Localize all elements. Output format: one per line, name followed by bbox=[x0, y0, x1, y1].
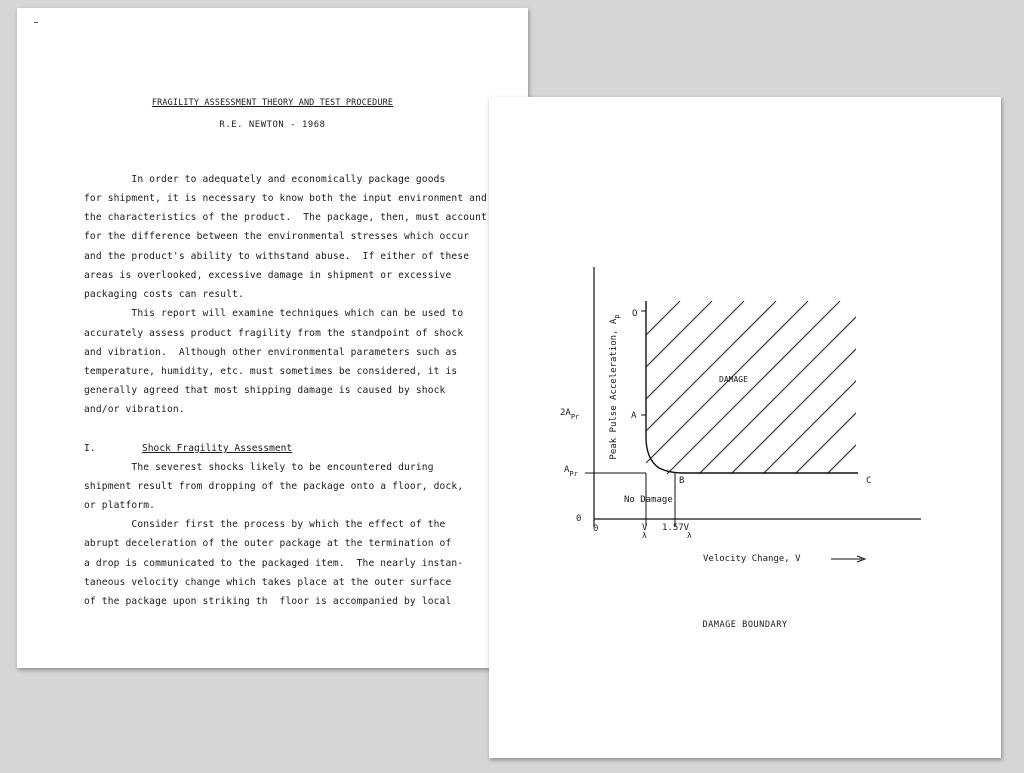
y-axis-title bbox=[609, 314, 621, 459]
text-line: and/or vibration. bbox=[84, 404, 185, 415]
point-o-label: O bbox=[632, 309, 638, 319]
point-a-label: A bbox=[631, 411, 637, 421]
x-axis-title: Velocity Change, V bbox=[703, 554, 801, 564]
damage-region-label: DAMAGE bbox=[719, 375, 748, 384]
y-origin-label: 0 bbox=[576, 514, 582, 524]
y-label-apr-text: A bbox=[564, 465, 570, 475]
text-line: shipment result from dropping of the package onto a floor, dock, bbox=[84, 481, 464, 492]
text-line: and the product's ability to withstand abuse. If either of these bbox=[84, 251, 470, 262]
diagram-page bbox=[489, 97, 1001, 758]
text-line: Consider first the process by which the effect of the bbox=[84, 519, 446, 530]
text-line: taneous velocity change which takes place at the outer surface bbox=[84, 577, 452, 588]
y-label-2apr-text: 2A bbox=[560, 408, 571, 418]
section-number: I. bbox=[84, 443, 96, 454]
text-line: accurately assess product fragility from the standpoint of shock bbox=[84, 328, 464, 339]
y-axis-label-subscript: p bbox=[613, 314, 621, 319]
report-page bbox=[17, 8, 528, 668]
x-origin-label: 0 bbox=[593, 524, 599, 534]
diagram-caption: DAMAGE BOUNDARY bbox=[702, 620, 788, 630]
x-tick-157v-lambda bbox=[662, 523, 692, 540]
text-line: This report will examine techniques which can be used to bbox=[84, 308, 464, 319]
stray-mark bbox=[34, 22, 38, 23]
text-line: generally agreed that most shipping damage is caused by shock bbox=[84, 385, 446, 396]
text-line: In order to adequately and economically package goods bbox=[84, 174, 446, 185]
text-line: packaging costs can result. bbox=[84, 289, 244, 300]
x-tick-v-text: V bbox=[642, 523, 648, 533]
y-label-2apr bbox=[560, 408, 579, 421]
y-label-2apr-subscript: Pr bbox=[570, 413, 580, 421]
report-title-text: FRAGILITY ASSESSMENT THEORY AND TEST PROCEDURE bbox=[151, 97, 394, 107]
y-axis-label: Peak Pulse Acceleration, A bbox=[609, 318, 619, 460]
text-line: the characteristics of the product. The package, then, must account bbox=[84, 212, 487, 223]
text-line: The severest shocks likely to be encountered during bbox=[84, 462, 434, 473]
damage-boundary-diagram bbox=[489, 97, 1001, 758]
text-line: or platform. bbox=[84, 500, 156, 511]
point-b-label: B bbox=[679, 476, 685, 486]
text-line: of the package upon striking th floor is accompanied by local bbox=[84, 596, 452, 607]
damage-hatching bbox=[646, 301, 1000, 474]
section-title: Shock Fragility Assessment bbox=[142, 443, 293, 454]
x-tick-v-subscript: λ bbox=[642, 531, 647, 540]
point-c-label: C bbox=[866, 476, 872, 486]
text-line: for shipment, it is necessary to know both the input environment and bbox=[84, 193, 487, 204]
y-label-apr bbox=[564, 465, 578, 478]
x-tick-157-text: 1.57V bbox=[662, 523, 690, 533]
report-title bbox=[17, 97, 528, 107]
damage-boundary-curve bbox=[646, 301, 858, 473]
no-damage-region-label: No Damage bbox=[624, 495, 673, 505]
text-line: abrupt deceleration of the outer package at the termination of bbox=[84, 538, 452, 549]
text-line: temperature, humidity, etc. must sometimes be considered, it is bbox=[84, 366, 458, 377]
x-tick-157-subscript: λ bbox=[687, 531, 692, 540]
text-line: areas is overlooked, excessive damage in shipment or excessive bbox=[84, 270, 452, 281]
text-line: and vibration. Although other environmental parameters such as bbox=[84, 347, 458, 358]
x-tick-v-lambda bbox=[642, 523, 648, 540]
text-line: for the difference between the environmental stresses which occur bbox=[84, 231, 470, 242]
y-label-apr-subscript: Pr bbox=[569, 470, 578, 478]
report-author: R.E. NEWTON - 1968 bbox=[219, 120, 326, 130]
text-line: a drop is communicated to the packaged item. The nearly instan- bbox=[84, 558, 464, 569]
